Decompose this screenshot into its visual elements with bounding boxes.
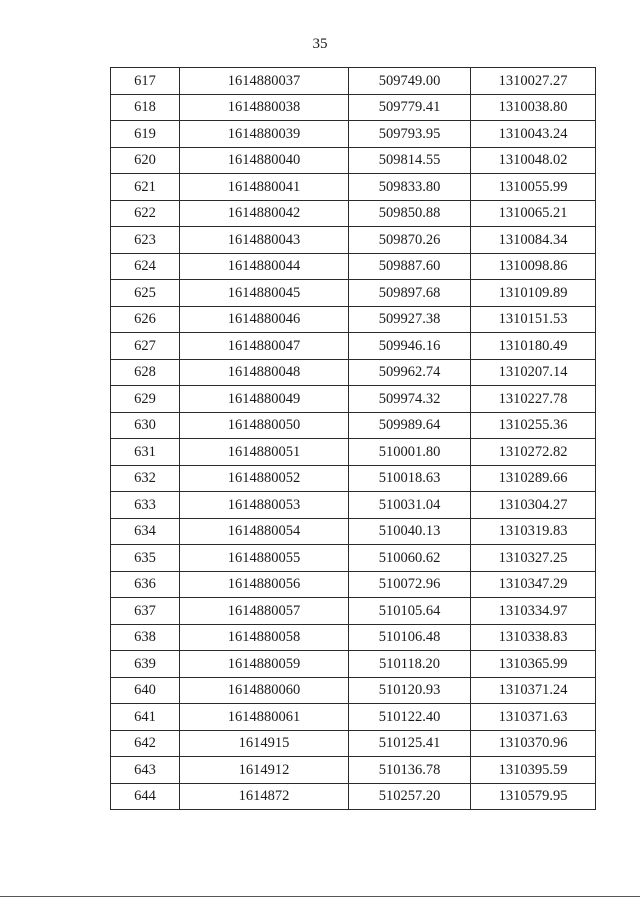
point-id-cell: 1614880045 [180, 280, 349, 307]
x-coordinate-cell: 509946.16 [349, 333, 471, 360]
point-id-cell: 1614880047 [180, 333, 349, 360]
point-id-cell: 1614880058 [180, 624, 349, 651]
point-id-cell: 1614880039 [180, 121, 349, 148]
row-number-cell: 622 [111, 200, 180, 227]
row-number-cell: 629 [111, 386, 180, 413]
x-coordinate-cell: 509779.41 [349, 94, 471, 121]
table-row [111, 174, 596, 201]
table-row [111, 280, 596, 307]
point-id-cell: 1614880043 [180, 227, 349, 254]
point-id-cell: 1614880037 [180, 68, 349, 95]
table-row [111, 730, 596, 757]
row-number-cell: 638 [111, 624, 180, 651]
x-coordinate-cell: 510001.80 [349, 439, 471, 466]
x-coordinate-cell: 509927.38 [349, 306, 471, 333]
point-id-cell: 1614880044 [180, 253, 349, 280]
x-coordinate-cell: 510136.78 [349, 757, 471, 784]
table-row [111, 598, 596, 625]
row-number-cell: 644 [111, 783, 180, 810]
row-number-cell: 640 [111, 677, 180, 704]
table-row [111, 147, 596, 174]
table-row [111, 412, 596, 439]
table-row [111, 492, 596, 519]
x-coordinate-cell: 510106.48 [349, 624, 471, 651]
table-row [111, 624, 596, 651]
bottom-rule [0, 896, 640, 897]
table-row [111, 704, 596, 731]
page-number: 35 [312, 36, 328, 52]
coordinates-table-body [111, 68, 596, 810]
point-id-cell: 1614880041 [180, 174, 349, 201]
table-row [111, 306, 596, 333]
point-id-cell: 1614880060 [180, 677, 349, 704]
point-id-cell: 1614880048 [180, 359, 349, 386]
y-coordinate-cell: 1310084.34 [471, 227, 596, 254]
x-coordinate-cell: 510120.93 [349, 677, 471, 704]
point-id-cell: 1614872 [180, 783, 349, 810]
row-number-cell: 636 [111, 571, 180, 598]
table-row [111, 757, 596, 784]
row-number-cell: 626 [111, 306, 180, 333]
x-coordinate-cell: 509887.60 [349, 253, 471, 280]
row-number-cell: 634 [111, 518, 180, 545]
y-coordinate-cell: 1310255.36 [471, 412, 596, 439]
y-coordinate-cell: 1310338.83 [471, 624, 596, 651]
row-number-cell: 633 [111, 492, 180, 519]
table-row [111, 439, 596, 466]
point-id-cell: 1614880055 [180, 545, 349, 572]
row-number-cell: 621 [111, 174, 180, 201]
x-coordinate-cell: 510031.04 [349, 492, 471, 519]
row-number-cell: 618 [111, 94, 180, 121]
x-coordinate-cell: 509850.88 [349, 200, 471, 227]
x-coordinate-cell: 509749.00 [349, 68, 471, 95]
point-id-cell: 1614880049 [180, 386, 349, 413]
row-number-cell: 630 [111, 412, 180, 439]
point-id-cell: 1614880056 [180, 571, 349, 598]
x-coordinate-cell: 509793.95 [349, 121, 471, 148]
x-coordinate-cell: 510060.62 [349, 545, 471, 572]
y-coordinate-cell: 1310180.49 [471, 333, 596, 360]
x-coordinate-cell: 509814.55 [349, 147, 471, 174]
row-number-cell: 641 [111, 704, 180, 731]
y-coordinate-cell: 1310048.02 [471, 147, 596, 174]
x-coordinate-cell: 510072.96 [349, 571, 471, 598]
y-coordinate-cell: 1310038.80 [471, 94, 596, 121]
table-row [111, 677, 596, 704]
table-row [111, 253, 596, 280]
y-coordinate-cell: 1310098.86 [471, 253, 596, 280]
row-number-cell: 639 [111, 651, 180, 678]
x-coordinate-cell: 510118.20 [349, 651, 471, 678]
point-id-cell: 1614880046 [180, 306, 349, 333]
x-coordinate-cell: 510257.20 [349, 783, 471, 810]
x-coordinate-cell: 509833.80 [349, 174, 471, 201]
x-coordinate-cell: 509962.74 [349, 359, 471, 386]
row-number-cell: 627 [111, 333, 180, 360]
point-id-cell: 1614880054 [180, 518, 349, 545]
point-id-cell: 1614880040 [180, 147, 349, 174]
point-id-cell: 1614880051 [180, 439, 349, 466]
table-row [111, 571, 596, 598]
row-number-cell: 619 [111, 121, 180, 148]
x-coordinate-cell: 510125.41 [349, 730, 471, 757]
row-number-cell: 625 [111, 280, 180, 307]
y-coordinate-cell: 1310055.99 [471, 174, 596, 201]
coordinates-table [110, 67, 596, 810]
table-row [111, 227, 596, 254]
row-number-cell: 637 [111, 598, 180, 625]
y-coordinate-cell: 1310365.99 [471, 651, 596, 678]
x-coordinate-cell: 510040.13 [349, 518, 471, 545]
point-id-cell: 1614912 [180, 757, 349, 784]
point-id-cell: 1614880057 [180, 598, 349, 625]
point-id-cell: 1614880061 [180, 704, 349, 731]
table-row [111, 651, 596, 678]
y-coordinate-cell: 1310327.25 [471, 545, 596, 572]
point-id-cell: 1614915 [180, 730, 349, 757]
row-number-cell: 628 [111, 359, 180, 386]
table-row [111, 386, 596, 413]
x-coordinate-cell: 509974.32 [349, 386, 471, 413]
row-number-cell: 624 [111, 253, 180, 280]
point-id-cell: 1614880052 [180, 465, 349, 492]
row-number-cell: 643 [111, 757, 180, 784]
y-coordinate-cell: 1310347.29 [471, 571, 596, 598]
y-coordinate-cell: 1310207.14 [471, 359, 596, 386]
row-number-cell: 620 [111, 147, 180, 174]
point-id-cell: 1614880059 [180, 651, 349, 678]
y-coordinate-cell: 1310371.24 [471, 677, 596, 704]
y-coordinate-cell: 1310227.78 [471, 386, 596, 413]
table-row [111, 94, 596, 121]
table-row [111, 68, 596, 95]
y-coordinate-cell: 1310027.27 [471, 68, 596, 95]
x-coordinate-cell: 509897.68 [349, 280, 471, 307]
table-row [111, 783, 596, 810]
table-row [111, 465, 596, 492]
y-coordinate-cell: 1310319.83 [471, 518, 596, 545]
row-number-cell: 642 [111, 730, 180, 757]
y-coordinate-cell: 1310151.53 [471, 306, 596, 333]
y-coordinate-cell: 1310579.95 [471, 783, 596, 810]
row-number-cell: 635 [111, 545, 180, 572]
table-row [111, 333, 596, 360]
x-coordinate-cell: 510105.64 [349, 598, 471, 625]
row-number-cell: 631 [111, 439, 180, 466]
y-coordinate-cell: 1310334.97 [471, 598, 596, 625]
x-coordinate-cell: 510018.63 [349, 465, 471, 492]
y-coordinate-cell: 1310043.24 [471, 121, 596, 148]
x-coordinate-cell: 510122.40 [349, 704, 471, 731]
y-coordinate-cell: 1310272.82 [471, 439, 596, 466]
x-coordinate-cell: 509870.26 [349, 227, 471, 254]
y-coordinate-cell: 1310304.27 [471, 492, 596, 519]
table-row [111, 359, 596, 386]
table-row [111, 545, 596, 572]
x-coordinate-cell: 509989.64 [349, 412, 471, 439]
y-coordinate-cell: 1310289.66 [471, 465, 596, 492]
table-row [111, 518, 596, 545]
y-coordinate-cell: 1310395.59 [471, 757, 596, 784]
point-id-cell: 1614880042 [180, 200, 349, 227]
point-id-cell: 1614880038 [180, 94, 349, 121]
row-number-cell: 617 [111, 68, 180, 95]
y-coordinate-cell: 1310065.21 [471, 200, 596, 227]
y-coordinate-cell: 1310371.63 [471, 704, 596, 731]
y-coordinate-cell: 1310370.96 [471, 730, 596, 757]
table-row [111, 121, 596, 148]
y-coordinate-cell: 1310109.89 [471, 280, 596, 307]
table-row [111, 200, 596, 227]
point-id-cell: 1614880050 [180, 412, 349, 439]
row-number-cell: 632 [111, 465, 180, 492]
row-number-cell: 623 [111, 227, 180, 254]
point-id-cell: 1614880053 [180, 492, 349, 519]
